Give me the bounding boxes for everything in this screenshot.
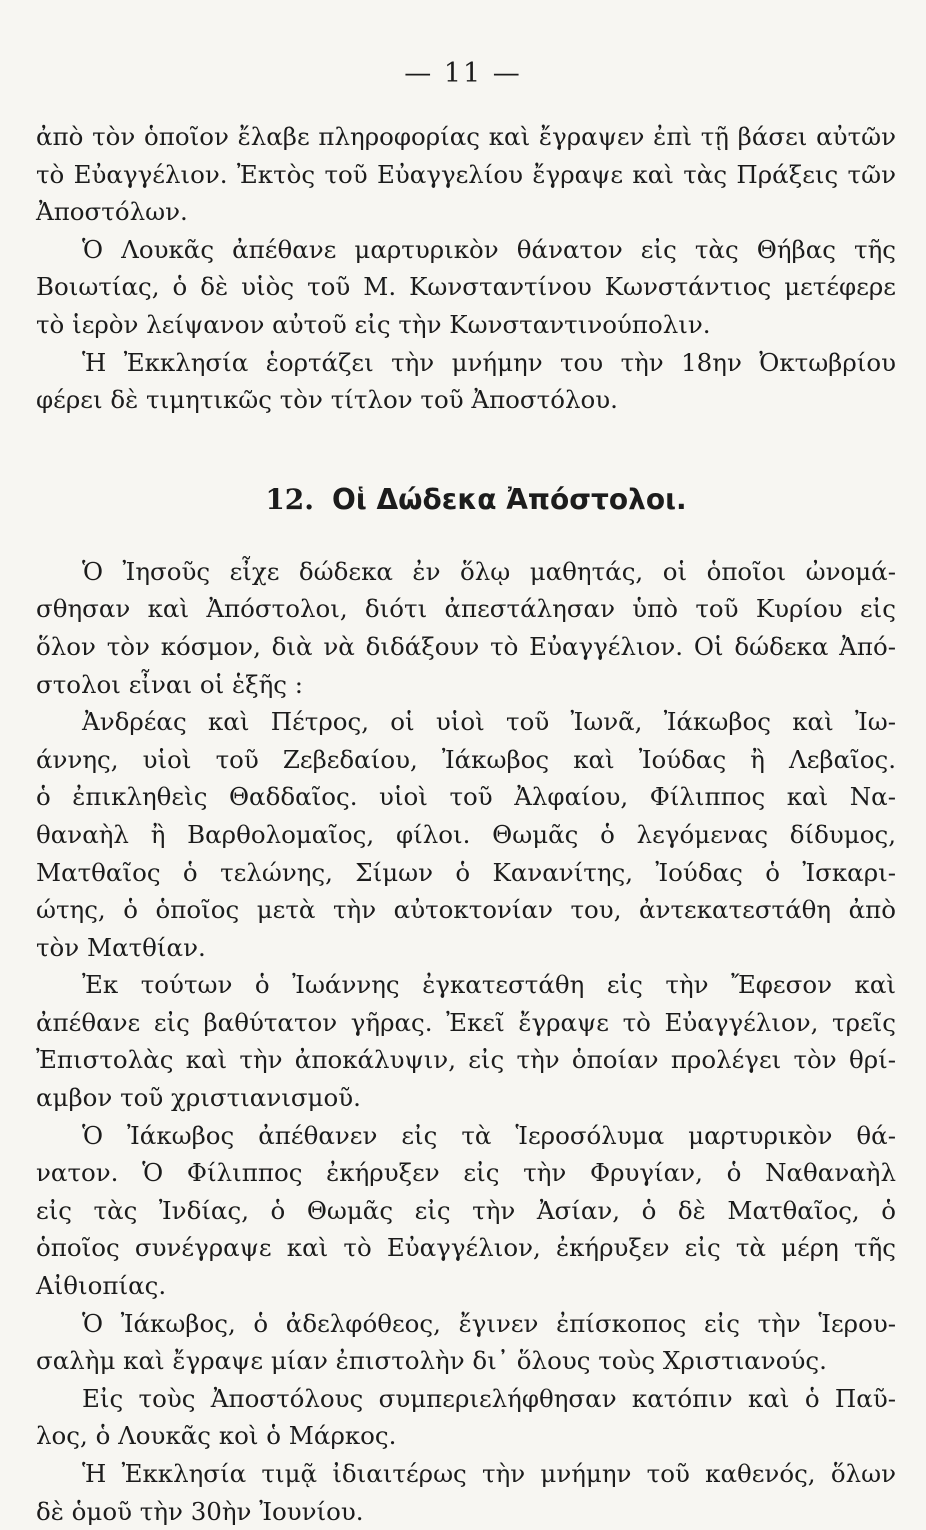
text-line: τὸ ἱερὸν λείψανον αὐτοῦ εἰς τὴν Κωνσταντινούπολιν. — [36, 309, 711, 339]
text-line: αμβον τοῦ χριστιανισμοῦ. — [36, 1083, 361, 1113]
text-line: Ἀποστόλων. — [36, 197, 188, 227]
page-number: — 11 — — [404, 58, 522, 89]
section-number: 12. — [265, 482, 315, 516]
text-line: Ἐκ τούτων ὁ Ἰωάννης ἐγκατεστάθη εἰς τὴν Ἔφεσον καὶ — [82, 970, 896, 1000]
text-line: νατον. Ὁ Φίλιππος ἐκήρυξεν εἰς τὴν Φρυγίαν, ὁ Ναθαναὴλ — [36, 1158, 896, 1188]
text-line: δὲ ὁμοῦ τὴν 30ὴν Ἰουνίου. — [36, 1496, 364, 1526]
text-line: θαναὴλ ἢ Βαρθολομαῖος, φίλοι. Θωμᾶς ὁ λεγόμενας δίδυμος, — [36, 819, 896, 849]
text-line: τὸν Ματθίαν. — [36, 932, 206, 962]
text-line: Βοιωτίας, ὁ δὲ υἱὸς τοῦ Μ. Κωνσταντίνου Κωνστάντιος μετέφερε — [36, 272, 896, 302]
text-line: τὸ Εὐαγγέλιον. Ἐκτὸς τοῦ Εὐαγγελίου ἔγραψε καὶ τὰς Πράξεις τῶν — [36, 159, 896, 189]
page-text — [36, 118, 896, 1530]
text-line: Ἡ Ἐκκλησία τιμᾷ ἰδιαιτέρως τὴν μνήμην τοῦ καθενός, ὅλων — [82, 1459, 896, 1488]
text-line: Ἐπιστολὰς καὶ τὴν ἀποκάλυψιν, εἰς τὴν ὁποίαν προλέγει τὸν θρί- — [36, 1045, 896, 1075]
text-line: Ὁ Ἰησοῦς εἶχε δώδεκα ἐν ὅλῳ μαθητάς, οἱ ὁποῖοι ὠνομά- — [82, 556, 896, 586]
text-line: σαλὴμ καὶ ἔγραψε μίαν ἐπιστολὴν δι᾿ ὅλους τοὺς Χριστιανούς. — [36, 1346, 827, 1376]
text-line: στολοι εἶναι οἱ ἑξῆς : — [36, 669, 304, 699]
text-line: ὁποῖος συνέγραψε καὶ τὸ Εὐαγγέλιον, ἐκήρυξεν εἰς τὰ μέρη τῆς — [36, 1233, 896, 1263]
text-line: ὅλον τὸν κόσμον, διὰ νὰ διδάξουν τὸ Εὐαγγέλιον. Οἱ δώδεκα Ἀπό- — [36, 631, 896, 661]
text-line: άννης, υἱοὶ τοῦ Ζεβεδαίου, Ἰάκωβος καὶ Ἰούδας ἢ Λεβαῖος. — [36, 744, 896, 774]
text-line: Ὁ Ἰάκωβος ἀπέθανεν εἰς τὰ Ἱεροσόλυμα μαρτυρικὸν θά- — [82, 1120, 896, 1150]
section-heading — [36, 479, 896, 521]
text-line: Ἡ Ἐκκλησία ἑορτάζει τὴν μνήμην του τὴν 18ην Ὀκτωβρίου — [82, 347, 896, 377]
text-line: σθησαν καὶ Ἀπόστολοι, διότι ἀπεστάλησαν ὑπὸ τοῦ Κυρίου εἰς — [36, 594, 896, 624]
text-line: ώτης, ὁ ὁποῖος μετὰ τὴν αὐτοκτονίαν του, ἀντεκατεστάθη ἀπὸ — [36, 895, 896, 925]
text-line: Εἰς τοὺς Ἀποστόλους συμπεριελήφθησαν κατόπιν καὶ ὁ Παῦ- — [82, 1383, 896, 1413]
text-line: Ἀνδρέας καὶ Πέτρος, οἱ υἱοὶ τοῦ Ἰωνᾶ, Ἰάκωβος καὶ Ἰω- — [82, 707, 896, 737]
text-line: Αἰθιοπίας. — [36, 1271, 167, 1301]
text-line: ἀπέθανε εἰς βαθύτατον γῆρας. Ἐκεῖ ἔγραψε τὸ Εὐαγγέλιον, τρεῖς — [36, 1007, 896, 1037]
section-title: Οἱ Δώδεκα Ἀπόστολοι. — [332, 482, 687, 516]
text-line: ἀπὸ τὸν ὁποῖον ἔλαβε πληροφορίας καὶ ἔγραψεν ἐπὶ τῇ βάσει αὐτῶν — [36, 122, 896, 151]
text-line: ὁ ἐπικληθεὶς Θαδδαῖος. υἱοὶ τοῦ Ἀλφαίου, Φίλιππος καὶ Να- — [36, 782, 896, 812]
text-line: φέρει δὲ τιμητικῶς τὸν τίτλον τοῦ Ἀποστόλου. — [36, 385, 618, 415]
text-line: Ματθαῖος ὁ τελώνης, Σίμων ὁ Κανανίτης, Ἰούδας ὁ Ἰσκαρι- — [36, 857, 896, 887]
text-line: λος, ὁ Λουκᾶς κοὶ ὁ Μάρκος. — [36, 1421, 397, 1451]
text-line: εἰς τὰς Ἰνδίας, ὁ Θωμᾶς εἰς τὴν Ἀσίαν, ὁ δὲ Ματθαῖος, ὁ — [36, 1195, 896, 1225]
text-line: Ὁ Ἰάκωβος, ὁ ἀδελφόθεος, ἔγινεν ἐπίσκοπος εἰς τὴν Ἱερου- — [82, 1308, 896, 1338]
text-line: Ὁ Λουκᾶς ἀπέθανε μαρτυρικὸν θάνατον εἰς τὰς Θήβας τῆς — [82, 234, 896, 264]
